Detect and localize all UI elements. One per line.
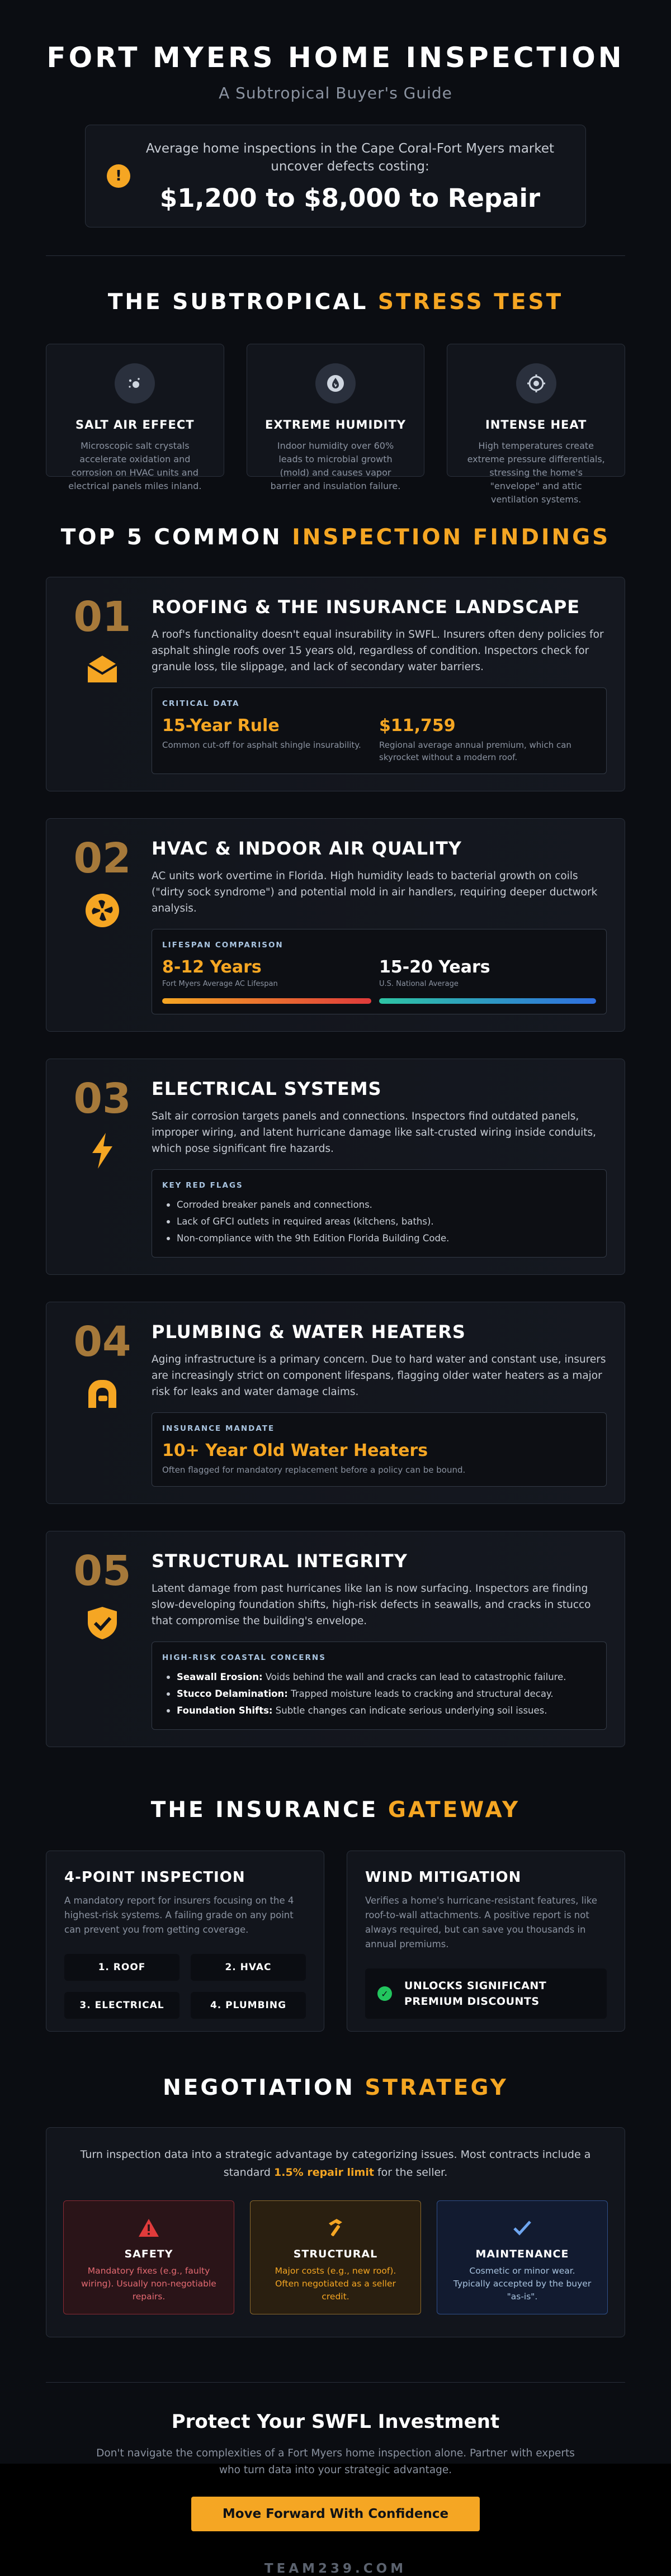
category-structural (250, 2200, 421, 2314)
stress-card-title: INTENSE HEAT (485, 418, 587, 431)
discount-text: UNLOCKS SIGNIFICANT PREMIUM DISCOUNTS (404, 1980, 547, 2008)
card-desc: A mandatory report for insurers focusing on the 4 highest-risk systems. A failing grade on any point can prevent you from getting coverage. (64, 1895, 294, 1935)
finding-desc: Latent damage from past hurricanes like Ian is now surfacing. Inspectors are finding slow-developing foundation shifts, high-risk defects in seawalls, and cracks in stucco that compromise the building's envelope. (152, 1583, 591, 1627)
stress-card-desc: Microscopic salt crystals accelerate oxidation and corrosion on HVAC units and electrical panels miles inland. (68, 440, 202, 491)
finding-roofing (46, 577, 625, 791)
finding-plumbing (46, 1302, 625, 1504)
check-icon (437, 2217, 607, 2239)
finding-desc: Aging infrastructure is a primary concern. Due to hard water and constant use, insurers are increasingly strict on component lifespans, flagging older water heaters as a major risk for leaks and water damage claims. (152, 1354, 606, 1398)
stat-caption: Fort Myers Average AC Lifespan (162, 980, 278, 988)
finding-desc: Salt air corrosion targets panels and connections. Inspectors find outdated panels, improper wiring, and latent hurricane damage like salt-crusted wiring inside conduits, which pose significant fire hazards. (152, 1111, 597, 1155)
list-item: Stucco Delamination: Trapped moisture leads to cracking and structural decay. (162, 1686, 596, 1702)
point-roof: 1. ROOF (64, 1954, 179, 1981)
shield-check-icon (84, 1605, 120, 1641)
finding-title: PLUMBING & WATER HEATERS (152, 1321, 466, 1342)
lifespan-comparison-box (152, 929, 607, 1014)
repair-cost-callout (85, 125, 586, 227)
card-title: WIND MITIGATION (365, 1869, 522, 1886)
finding-number: 01 (73, 593, 131, 641)
cta-section (46, 2383, 625, 2531)
warning-icon (64, 2217, 234, 2239)
negotiation-box (46, 2127, 625, 2337)
repair-cost-value: $1,200 to $8,000 to Repair (159, 183, 541, 213)
wind-mitigation-card (347, 1851, 625, 2032)
alert-icon: ! (107, 164, 130, 188)
finding-title: HVAC & INDOOR AIR QUALITY (152, 838, 462, 859)
move-forward-button[interactable]: Move Forward With Confidence (191, 2497, 480, 2531)
category-maintenance (437, 2200, 608, 2314)
category-desc: Cosmetic or minor wear. Typically accepted by the buyer "as-is". (453, 2266, 592, 2302)
list-item: Corroded breaker panels and connections. (162, 1197, 596, 1213)
stress-test-heading: THE SUBTROPICAL STRESS TEST (107, 290, 564, 315)
category-title: SAFETY (124, 2248, 173, 2260)
stat-caption: U.S. National Average (379, 980, 459, 988)
finding-number: 05 (73, 1547, 131, 1595)
stat-value: 8-12 Years (162, 957, 262, 977)
negotiation-desc: Turn inspection data into a strategic advantage by categorizing issues. Most contracts include a standard 1.5% repair limit for the seller. (80, 2148, 591, 2179)
section-divider (46, 255, 625, 256)
repair-cost-lead: Average home inspections in the Cape Coral-Fort Myers market uncover defects costing: (145, 141, 555, 174)
finding-hvac (46, 818, 625, 1032)
category-title: MAINTENANCE (475, 2248, 569, 2260)
stat-value: $11,759 (379, 716, 456, 736)
heat-icon (516, 363, 556, 404)
category-safety (63, 2200, 234, 2314)
box-label: INSURANCE MANDATE (162, 1424, 275, 1433)
pipe-icon (84, 1376, 120, 1412)
mandate-caption: Often flagged for mandatory replacement before a policy can be bound. (162, 1465, 466, 1475)
list-item: Lack of GFCI outlets in required areas (kitchens, baths). (162, 1213, 596, 1230)
finding-title: ROOFING & THE INSURANCE LANDSCAPE (152, 596, 580, 618)
stat-value: 15-20 Years (379, 957, 490, 977)
discount-callout (365, 1968, 607, 2019)
stress-card-desc: Indoor humidity over 60% leads to microbial growth (mold) and causes vapor barrier and insulation failure. (270, 440, 401, 491)
point-plumbing: 4. PLUMBING (191, 1992, 306, 2019)
stress-cards (46, 344, 625, 505)
list-item: Seawall Erosion: Voids behind the wall and cracks can lead to catastrophic failure. (162, 1669, 596, 1686)
critical-data-box (152, 687, 607, 774)
stress-card-desc: High temperatures create extreme pressure differentials, stressing the home's "envelope" and attic ventilation systems. (467, 440, 605, 505)
stress-card-salt (46, 344, 224, 491)
roof-icon (84, 651, 120, 687)
hero-section (46, 0, 625, 227)
check-circle-icon: ✓ (377, 1986, 392, 2001)
insurance-mandate-box (152, 1412, 607, 1487)
findings-heading: TOP 5 COMMON INSPECTION FINDINGS (60, 525, 611, 550)
mandate-value: 10+ Year Old Water Heaters (162, 1441, 428, 1460)
stress-card-title: SALT AIR EFFECT (75, 418, 195, 431)
point-electrical: 3. ELECTRICAL (64, 1992, 179, 2019)
finding-electrical (46, 1059, 625, 1275)
brand-footer[interactable]: TEAM239.COM (264, 2561, 407, 2576)
card-desc: Verifies a home's hurricane-resistant features, like roof-to-wall attachments. A positive report is not always required, but can save you thousands in annual premiums. (365, 1895, 597, 1949)
box-label: CRITICAL DATA (162, 699, 240, 708)
finding-title: ELECTRICAL SYSTEMS (152, 1078, 382, 1099)
card-title: 4-POINT INSPECTION (64, 1869, 245, 1886)
stat-caption: Regional average annual premium, which can skyrocket without a modern roof. (379, 740, 571, 762)
cta-title: Protect Your SWFL Investment (171, 2411, 500, 2433)
stress-card-heat (447, 344, 625, 505)
stat-value: 15-Year Rule (162, 716, 280, 736)
lifespan-bar-fort-myers (162, 998, 371, 1004)
lightning-icon (84, 1133, 120, 1169)
finding-desc: AC units work overtime in Florida. High humidity leads to bacterial growth on coils ("dirty sock syndrome") and potential mold in air handlers, requiring deeper ductwork analysis. (152, 870, 598, 914)
finding-structural (46, 1531, 625, 1747)
finding-number: 03 (73, 1075, 131, 1123)
page-title: FORT MYERS HOME INSPECTION (46, 41, 625, 74)
finding-title: STRUCTURAL INTEGRITY (152, 1550, 408, 1572)
finding-desc: A roof's functionality doesn't equal insurability in SWFL. Insurers often deny policies for asphalt shingle roofs over 15 years old, regardless of condition. Inspectors check for granule loss, tile slippage, and lack of secondary water barriers. (152, 629, 604, 673)
hammer-icon (251, 2217, 420, 2239)
category-desc: Mandatory fixes (e.g., faulty wiring). Usually non-negotiable repairs. (81, 2266, 216, 2302)
coastal-concerns-box (152, 1642, 607, 1730)
four-point-card (46, 1851, 324, 2032)
red-flags-box (152, 1169, 607, 1258)
gateway-cards (46, 1851, 625, 2032)
hvac-icon (84, 893, 120, 928)
box-label: LIFESPAN COMPARISON (162, 941, 283, 950)
point-hvac: 2. HVAC (191, 1954, 306, 1981)
stat-caption: Common cut-off for asphalt shingle insurability. (162, 740, 361, 750)
list-item: Non-compliance with the 9th Edition Florida Building Code. (162, 1230, 596, 1247)
lifespan-bar-national (379, 998, 596, 1004)
stress-card-title: EXTREME HUMIDITY (264, 418, 407, 431)
finding-number: 04 (73, 1318, 131, 1366)
box-label: HIGH-RISK COASTAL CONCERNS (162, 1653, 326, 1662)
page-subtitle: A Subtropical Buyer's Guide (219, 84, 452, 102)
salt-crystal-icon (115, 363, 155, 404)
stress-card-humidity (247, 344, 425, 491)
gateway-heading: THE INSURANCE GATEWAY (150, 1797, 521, 1823)
negotiation-heading: NEGOTIATION STRATEGY (163, 2075, 508, 2100)
cta-desc: Don't navigate the complexities of a Fort Myers home inspection alone. Partner with experts who turn data into your strategic advantage. (96, 2447, 575, 2476)
box-label: KEY RED FLAGS (162, 1181, 243, 1190)
finding-number: 02 (73, 834, 131, 883)
category-desc: Major costs (e.g., new roof). Often negotiated as a seller credit. (275, 2266, 396, 2302)
list-item: Foundation Shifts: Subtle changes can indicate serious underlying soil issues. (162, 1702, 596, 1719)
humidity-icon (315, 363, 356, 404)
category-title: STRUCTURAL (293, 2248, 378, 2260)
